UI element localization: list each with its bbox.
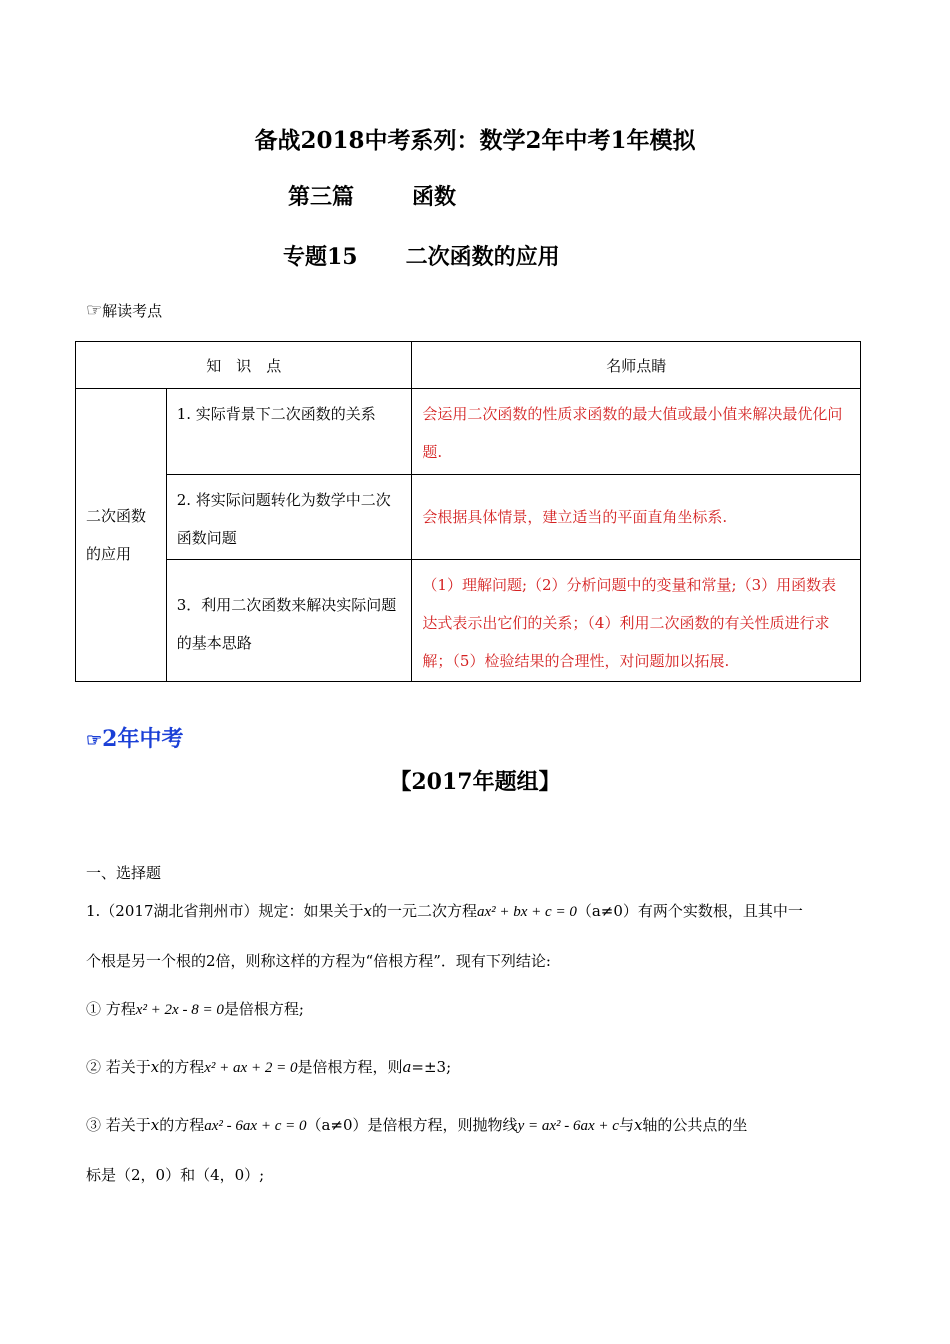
part-name: 函数 — [412, 184, 457, 210]
math-var: x — [363, 902, 372, 920]
section-read-heading — [86, 300, 162, 321]
part-label: 第三篇 — [288, 184, 355, 210]
c3-text-a: ③ 若关于 — [86, 1116, 151, 1134]
table-header-tips: 名师点睛 — [412, 342, 861, 389]
math-var: x — [150, 1116, 160, 1134]
pointing-hand-icon: ☞ — [86, 300, 103, 321]
math-equation: x² + 2x - 8 = 0 — [135, 1002, 224, 1018]
part-title — [288, 180, 456, 211]
math-condition: （a≠0） — [576, 902, 638, 920]
knowledge-table — [75, 341, 861, 682]
math-var: x — [633, 1116, 643, 1134]
math-var: x — [150, 1058, 160, 1076]
c2-text-c: 是倍根方程，则 — [297, 1058, 403, 1076]
c3-text-b: 的方程 — [159, 1116, 205, 1134]
question-section-label: 一、选择题 — [86, 864, 162, 882]
section-two-year-heading — [86, 722, 183, 753]
q1-text-c: 有两个实数根，且其中一 — [637, 902, 803, 920]
conclusion-2 — [86, 1056, 451, 1077]
conclusion-3-line-1 — [86, 1114, 747, 1135]
table-cell-tip: 会根据具体情景，建立适当的平面直角坐标系. — [412, 475, 861, 560]
question-1-line-2: 个根是另一个根的2倍，则称这样的方程为“倍根方程”．现有下列结论: — [86, 952, 551, 970]
c1-text-a: ① 方程 — [86, 1000, 136, 1018]
table-cell-tip: （1）理解问题;（2）分析问题中的变量和常量;（3）用函数表达式表示出它们的关系；（4）利用二次函数的有关性质进行求解；（5）检验结果的合理性，对问题加以拓展. — [412, 560, 861, 682]
conclusion-3-line-2: 标是（2，0）和（4，0）; — [86, 1166, 265, 1184]
q1-text-b: 的一元二次方程 — [371, 902, 477, 920]
table-cell-tip: 会运用二次函数的性质求函数的最大值或最小值来解决最优化问题. — [412, 389, 861, 475]
c3-text-e: 轴的公共点的坐 — [642, 1116, 748, 1134]
c3-text-d: 与 — [618, 1116, 634, 1134]
c2-text-a: ② 若关于 — [86, 1058, 151, 1076]
c2-text-d: =±3; — [411, 1058, 452, 1076]
c2-text-b: 的方程 — [159, 1058, 205, 1076]
section-two-year-label: 2年中考 — [102, 726, 184, 752]
question-1-line-1 — [86, 900, 803, 921]
c1-text-b: 是倍根方程; — [223, 1000, 304, 1018]
table-cell-point: 1. 实际背景下二次函数的关系 — [166, 389, 412, 475]
math-equation: ax² - 6ax + c = 0 — [204, 1118, 307, 1134]
table-cell-point: 2. 将实际问题转化为数学中二次函数问题 — [166, 475, 412, 560]
topic-name: 二次函数的应用 — [405, 244, 560, 270]
main-title: 备战2018中考系列：数学2年中考1年模拟 — [254, 127, 696, 154]
table-category: 二次函数的应用 — [76, 389, 167, 682]
pointing-hand-icon: ☞ — [86, 730, 103, 751]
math-equation: x² + ax + 2 = 0 — [204, 1060, 298, 1076]
math-equation: y = ax² - 6ax + c — [517, 1118, 619, 1134]
table-header-points: 知 识 点 — [76, 342, 412, 389]
math-condition: （a≠0） — [306, 1116, 368, 1134]
group-title: 【2017年题组】 — [389, 769, 561, 795]
table-cell-point: 3．利用二次函数来解决实际问题的基本思路 — [166, 560, 412, 682]
math-var: a — [402, 1058, 412, 1076]
q1-text-a: 1.（2017湖北省荆州市）规定：如果关于 — [86, 902, 364, 920]
topic-title — [283, 240, 560, 271]
topic-label: 专题15 — [283, 244, 358, 270]
c3-text-c: 是倍根方程，则抛物线 — [367, 1116, 518, 1134]
section-read-label: 解读考点 — [102, 302, 163, 320]
math-equation: ax² + bx + c = 0 — [476, 904, 577, 920]
conclusion-1 — [86, 998, 304, 1019]
